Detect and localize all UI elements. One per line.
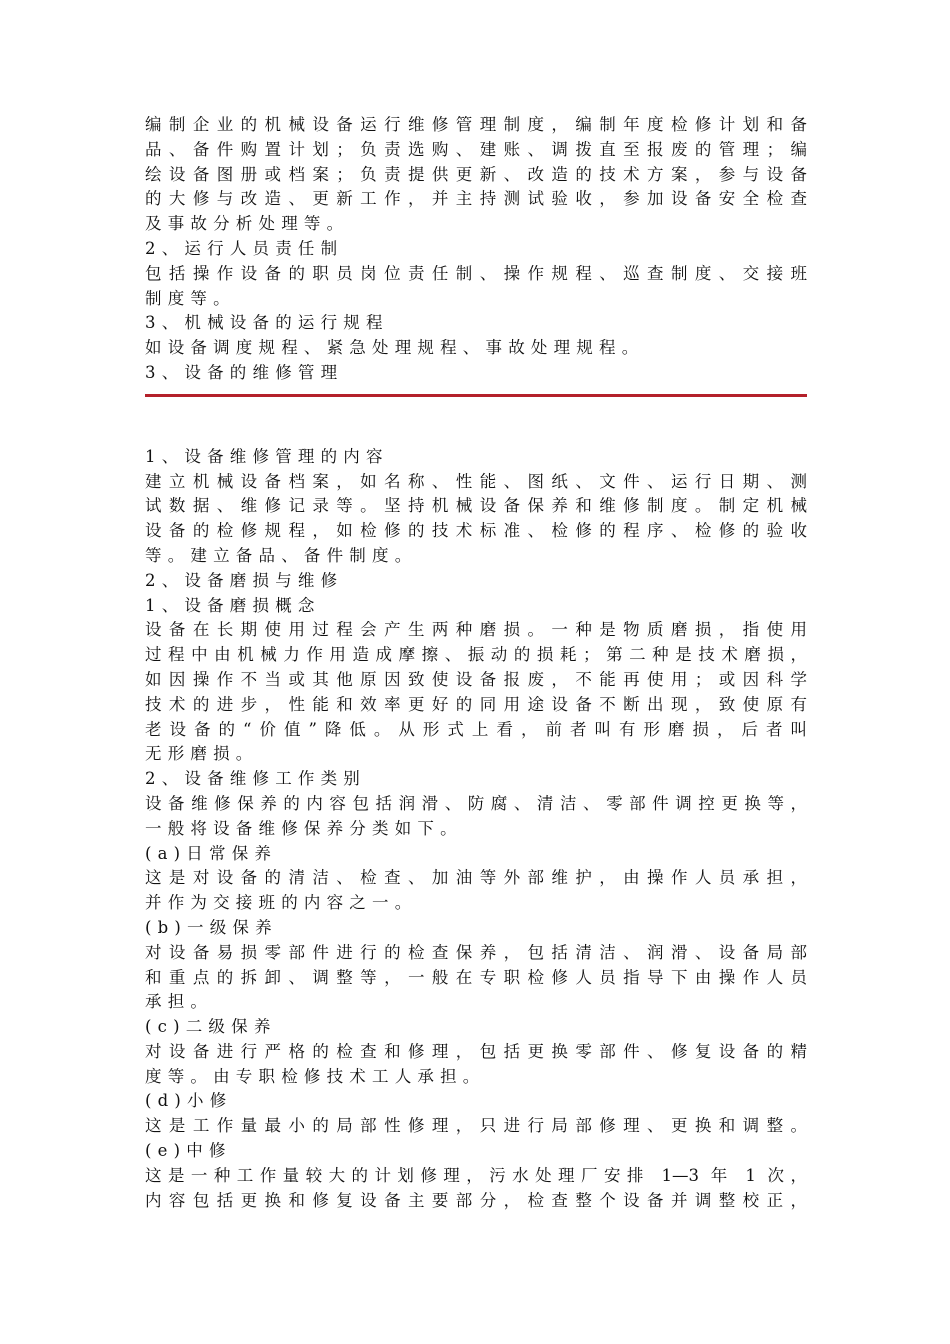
text-line: 制度等。	[145, 288, 236, 308]
text-line: 编制企业的机械设备运行维修管理制度，编制年度检修计划和备	[145, 115, 807, 134]
text-line: 并作为交接班的内容之一。	[145, 893, 418, 913]
heading-line: 2、设备磨损与维修	[145, 570, 344, 590]
text-line: 如设备调度规程、紧急处理规程、事故处理规程。	[145, 338, 645, 358]
text-line: 设备在长期使用过程会产生两种磨损。一种是物质磨损，指使用	[145, 620, 807, 640]
text-line: 如因操作不当或其他原因致使设备报废，不能再使用；或因科学	[145, 669, 807, 689]
heading-line: 2、运行人员责任制	[145, 238, 344, 258]
heading-line: 2、设备维修工作类别	[145, 769, 366, 789]
text-line: 绘设备图册或档案；负责提供更新、改造的技术方案，参与设备	[145, 164, 807, 184]
heading-line: 3、设备的维修管理	[145, 362, 344, 382]
text-line: 品、备件购置计划；负责选购、建账、调拨直至报废的管理；编	[145, 139, 807, 159]
subheading-line: (d)小修	[145, 1091, 233, 1111]
heading-line: 3、机械设备的运行规程	[145, 313, 389, 333]
text-line: 和重点的拆卸、调整等，一般在专职检修人员指导下由操作人员	[145, 967, 807, 987]
section-1	[145, 113, 807, 386]
subheading-line: (c)二级保养	[145, 1017, 277, 1037]
text-line: 的大修与改造、更新工作，并主持测试验收，参加设备安全检查	[145, 189, 807, 209]
text-line: 试数据、维修记录等。坚持机械设备保养和维修制度。制定机械	[145, 496, 807, 516]
text-line: 内容包括更换和修复设备主要部分，检查整个设备并调整校正，	[145, 1190, 807, 1210]
text-line: 这是工作量最小的局部性修理，只进行局部修理、更换和调整。	[145, 1116, 807, 1136]
heading-line: 1、设备磨损概念	[145, 595, 321, 615]
subheading-line: (b)一级保养	[145, 917, 278, 937]
text-line: 承担。	[145, 992, 214, 1012]
text-line: 技术的进步，性能和效率更好的同用途设备不断出现，致使原有	[145, 694, 807, 714]
text-line: 一般将设备维修保养分类如下。	[145, 818, 463, 838]
text-line: 对设备易损零部件进行的检查保养，包括清洁、润滑、设备局部	[145, 942, 807, 962]
text-line: 老设备的“价值”降低。从形式上看，前者叫有形磨损，后者叫	[145, 719, 807, 739]
heading-line: 1、设备维修管理的内容	[145, 446, 389, 466]
section-2	[145, 445, 807, 1214]
subheading-line: (e)中修	[145, 1141, 232, 1161]
text-line: 过程中由机械力作用造成摩擦、振动的损耗；第二种是技术磨损，	[145, 645, 807, 665]
text-line: 度等。由专职检修技术工人承担。	[145, 1066, 486, 1086]
text-line: 等。建立备品、备件制度。	[145, 545, 418, 565]
text-line: 建立机械设备档案，如名称、性能、图纸、文件、运行日期、测	[145, 471, 807, 491]
text-line: 对设备进行严格的检查和修理，包括更换零部件、修复设备的精	[145, 1041, 807, 1061]
text-line: 及事故分析处理等。	[145, 214, 350, 234]
text-line: 设备维修保养的内容包括润滑、防腐、清洁、零部件调控更换等，	[145, 793, 807, 813]
text-line: 这是对设备的清洁、检查、加油等外部维护，由操作人员承担，	[145, 868, 807, 888]
text-line: 包括操作设备的职员岗位责任制、操作规程、巡查制度、交接班	[145, 263, 807, 283]
subheading-line: (a)日常保养	[145, 843, 278, 863]
text-line: 设备的检修规程，如检修的技术标准、检修的程序、检修的验收	[145, 521, 807, 541]
document-page	[145, 113, 807, 1213]
text-line: 这是一种工作量较大的计划修理，污水处理厂安排 1—3 年 1 次，	[145, 1165, 807, 1185]
text-line: 无形磨损。	[145, 744, 259, 764]
section-divider	[145, 394, 807, 397]
